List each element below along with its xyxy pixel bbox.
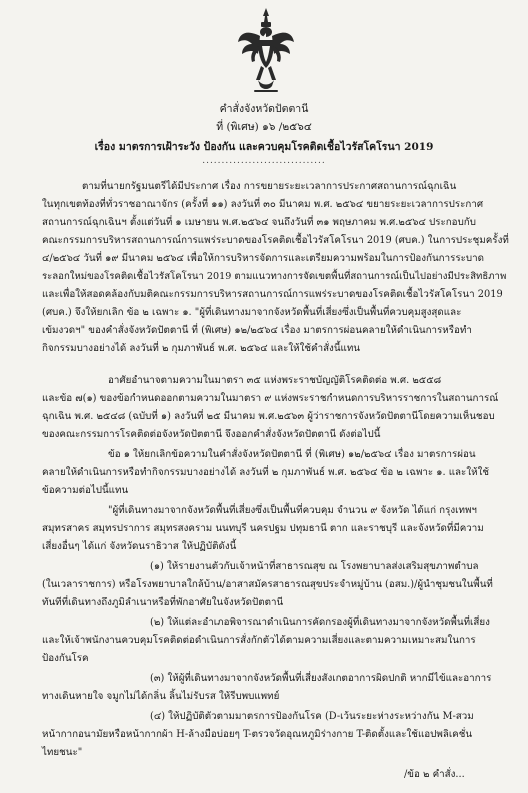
body-line: ทางเดินหายใจ จมูกไม่ได้กลิ่น ลิ้นไม่รับรส ให้รีบพบแพทย์ (42, 691, 280, 702)
body-line: ทันทีที่เดินทางถึงภูมิลำเนาหรือที่พักอาศัยในจังหวัดปัตตานี (42, 597, 284, 608)
order-number: ที่ (พิเศษ) ๑๖ /๒๕๖๔ (216, 121, 312, 133)
order-subject: เรื่อง มาตรการเฝ้าระวัง ป้องกัน และควบคุมโรคติดเชื้อไวรัสโคโรนา 2019 (94, 141, 434, 153)
body-line: "ผู้ที่เดินทางมาจากจังหวัดพื้นที่เสี่ยงซึ่งเป็นพื้นที่ควบคุม จำนวน ๙ จังหวัด ได้แก่ กรุงเทพฯ (108, 505, 477, 516)
body-line: (๓) ให้ผู้ที่เดินทางมาจากจังหวัดพื้นที่เสี่ยงสังเกตอาการผิดปกติ หากมีไข้และอาการ (150, 673, 492, 684)
body-line: (ในเวลาราชการ) หรือโรงพยาบาลใกล้บ้าน/อาสาสมัครสาธารณสุขประจำหมู่บ้าน (อสม.)/ผู้นำชุมชนในพื้นที่ (42, 579, 493, 590)
body-line: (ศบค.) จึงให้ยกเลิก ข้อ ๒ เฉพาะ ๑. "ผู้ที่เดินทางมาจากจังหวัดพื้นที่เสี่ยงซึ่งเป็นพื้นที่ควบคุมสูงสุดและ (42, 307, 462, 318)
body-line: ในทุกเขตท้องที่ทั่วราชอาณาจักร (ครั้งที่ ๑๑) ลงวันที่ ๓๐ มีนาคม พ.ศ. ๒๕๖๔ ขยายระยะเวลาการประกาศ (42, 199, 484, 210)
garuda-emblem-icon (236, 6, 296, 94)
body-line: ระลอกใหม่ของโรคติดเชื้อไวรัสโคโรนา 2019 ตามแนวทางการจัดเขตพื้นที่สถานการณ์เป็นไปอย่างมีประสิทธิภาพ (42, 271, 507, 282)
body-line: และให้เจ้าพนักงานควบคุมโรคติดต่อดำเนินการสั่งกักตัวได้ตามความเสี่ยงและตามความเหมาะสมในการ (42, 635, 476, 646)
body-line: อาศัยอำนาจตามความในมาตรา ๓๕ แห่งพระราชบัญญัติโรคติดต่อ พ.ศ. ๒๕๕๘ (108, 375, 442, 386)
body-line: สมุทรสาคร สมุทรปราการ สมุทรสงคราม นนทบุรี นครปฐม ปทุมธานี ตาก และราชบุรี และจังหวัดที่มีความ (42, 523, 484, 534)
body-line: และเพื่อให้สอดคล้องกับมติคณะกรรมการบริหารสถานการณ์การแพร่ระบาดของโรคติดเชื้อไวรัสโคโรนา 2019 (42, 289, 503, 300)
body-line: (๑) ให้รายงานตัวกับเจ้าหน้าที่สาธารณสุข ณ โรงพยาบาลส่งเสริมสุขภาพตำบล (150, 561, 479, 572)
page-continuation: /ข้อ ๒ คำสั่ง... (404, 769, 465, 780)
body-line: สถานการณ์ฉุกเฉินฯ ตั้งแต่วันที่ ๑ เมษายน พ.ศ.๒๕๖๔ จนถึงวันที่ ๓๑ พฤษภาคม พ.ศ.๒๕๖๔ ประกอบกับ (42, 217, 476, 228)
title-divider: ................................ (202, 156, 326, 166)
body-line: หน้ากากอนามัยหรือหน้ากากผ้า H-ล้างมือบ่อยๆ T-ตรวจวัดอุณหภูมิร่างกาย T-ติดตั้งและใช้แอปพลิเคชั่น (42, 729, 473, 740)
body-line: (๔) ให้ปฏิบัติตัวตามมาตรการป้องกันโรค (D-เว้นระยะห่างระหว่างกัน M-สวม (150, 711, 474, 722)
body-line: ข้อความต่อไปนี้แทน (42, 485, 129, 496)
body-line: กิจกรรมบางอย่างได้ ลงวันที่ ๒ กุมภาพันธ์ พ.ศ. ๒๕๖๔ และให้ใช้คำสั่งนี้แทน (42, 343, 361, 354)
order-title: คำสั่งจังหวัดปัตตานี (219, 103, 309, 115)
body-line: ไทยชนะ" (42, 747, 83, 758)
body-line: ๔/๒๕๖๔ วันที่ ๑๙ มีนาคม ๒๕๖๔ เพื่อให้การบริหารจัดการและเตรียมความพร้อมในการป้องกันการระบาด (42, 253, 484, 264)
body-line: คลายให้ดำเนินการหรือทำกิจกรรมบางอย่างได้ ลงวันที่ ๒ กุมภาพันธ์ พ.ศ. ๒๕๖๔ ข้อ ๒ เฉพาะ ๑. และให้ใช้ (42, 467, 489, 478)
body-line: ตามที่นายกรัฐมนตรีได้มีประกาศ เรื่อง การขยายระยะเวลาการประกาศสถานการณ์ฉุกเฉิน (82, 181, 457, 192)
body-line: ป้องกันโรค (42, 653, 89, 664)
body-line: เข้มงวดฯ" ของคำสั่งจังหวัดปัตตานี ที่ (พิเศษ) ๑๒/๒๕๖๔ เรื่อง มาตรการผ่อนคลายให้ดำเนินการหรือทำ (42, 325, 472, 336)
body-line: (๒) ให้แต่ละอำเภอพิจารณาดำเนินการคัดกรองผู้ที่เดินทางมาจากจังหวัดพื้นที่เสี่ยง (150, 617, 490, 628)
body-line: ข้อ ๑ ให้ยกเลิกข้อความในคำสั่งจังหวัดปัตตานี ที่ (พิเศษ) ๑๒/๒๕๖๔ เรื่อง มาตรการผ่อน (108, 449, 476, 460)
body-line: คณะกรรมการบริหารสถานการณ์การแพร่ระบาดของโรคติดเชื้อไวรัสโคโรนา 2019 (ศบค.) ในการประชุมครั้งที่ (42, 235, 509, 246)
body-line: และข้อ ๗(๑) ของข้อกำหนดออกตามความในมาตรา ๙ แห่งพระราชกำหนดการบริหารราชการในสถานการณ์ (42, 393, 499, 404)
body-line: เสี่ยงอื่นๆ ได้แก่ จังหวัดนราธิวาส ให้ปฏิบัติดังนี้ (42, 541, 237, 552)
body-line: ของคณะกรรมการโรคติดต่อจังหวัดปัตตานี จึงออกคำสั่งจังหวัดปัตตานี ดังต่อไปนี้ (42, 429, 381, 440)
body-line: ฉุกเฉิน พ.ศ. ๒๕๔๘ (ฉบับที่ ๑) ลงวันที่ ๒๕ มีนาคม พ.ศ.๒๕๖๓ ผู้ว่าราชการจังหวัดปัตตานีโดยความเห็นชอบ (42, 411, 495, 422)
